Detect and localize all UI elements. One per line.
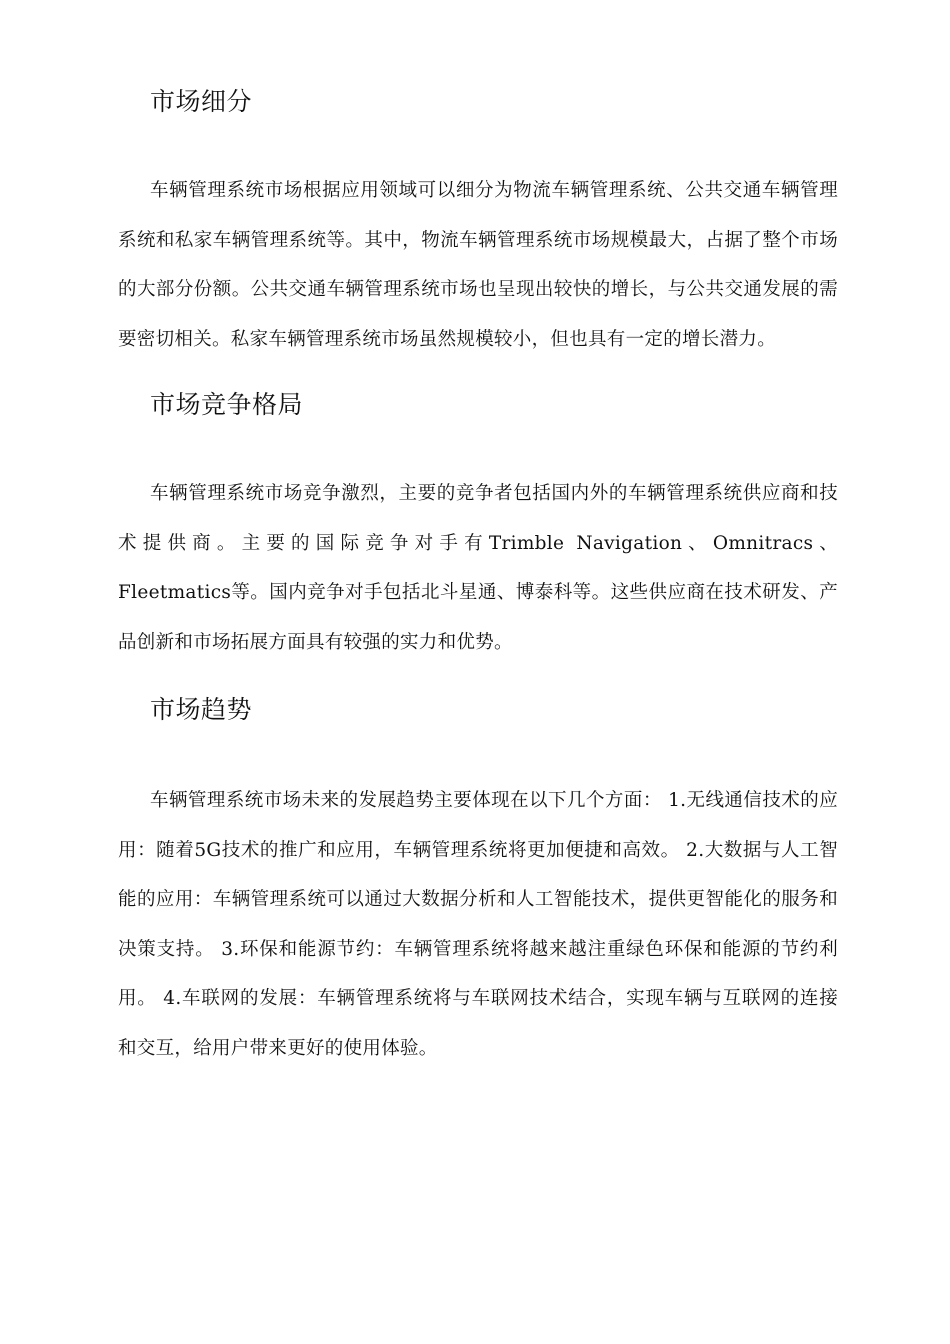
section-heading-market-trends: 市场趋势 xyxy=(150,695,253,724)
section-body-competition: 车辆管理系统市场竞争激烈，主要的竞争者包括国内外的车辆管理系统供应商和技术提供商。主要的国际竞争对手有Trimble Navigation、Omnitracs、Fleetmatics等。国内竞争对手包括北斗星通、博泰科等。这些供应商在技术研发、产品创新和市场拓展方面具有较强的实力和优势。 xyxy=(118,483,838,653)
section-heading-competition: 市场竞争格局 xyxy=(150,390,304,419)
section-body-market-trends: 车辆管理系统市场未来的发展趋势主要体现在以下几个方面： 1.无线通信技术的应用：随着5G技术的推广和应用，车辆管理系统将更加便捷和高效。 2.大数据与人工智能的应用：车辆管理系统可以通过大数据分析和人工智能技术，提供更智能化的服务和决策支持。 3.环保和能源节约：车辆管理系统将越来越注重绿色环保和能源的节约利用。 4.车联网的发展：车辆管理系统将与车联网技术结合，实现车辆与互联网的连接和交互，给用户带来更好的使用体验。 xyxy=(118,790,838,1059)
section-heading-market-segmentation: 市场细分 xyxy=(150,87,253,116)
section-body-market-segmentation: 车辆管理系统市场根据应用领域可以细分为物流车辆管理系统、公共交通车辆管理系统和私家车辆管理系统等。其中，物流车辆管理系统市场规模最大，占据了整个市场的大部分份额。公共交通车辆管理系统市场也呈现出较快的增长，与公共交通发展的需要密切相关。私家车辆管理系统市场虽然规模较小，但也具有一定的增长潜力。 xyxy=(118,180,838,350)
